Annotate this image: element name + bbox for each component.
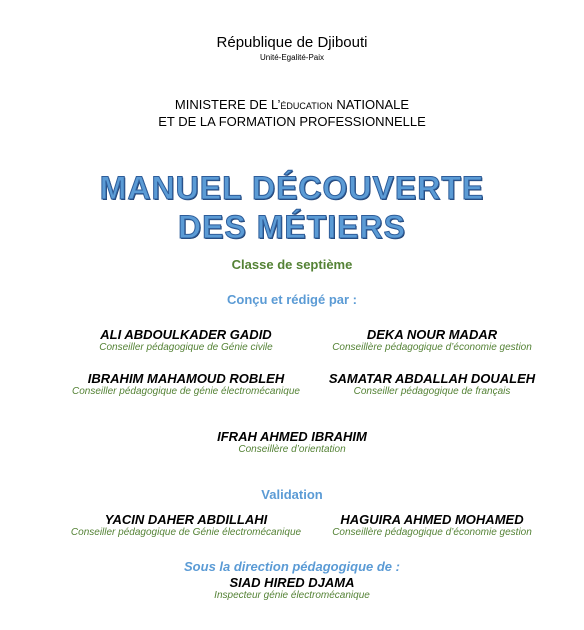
document-title-line-1: MANUEL DÉCOUVERTE xyxy=(99,170,485,206)
validator-role: Conseiller pédagogique de Génie électromécanique xyxy=(70,527,302,538)
author-entry xyxy=(66,371,306,398)
ministry-line-1-smallcaps: éducation xyxy=(280,97,333,112)
ministry-line-2: ET DE LA FORMATION PROFESSIONNELLE xyxy=(158,114,426,129)
document-title-line-2: DES MÉTIERS xyxy=(178,209,406,245)
ministry-line-1-prefix: MINISTERE DE L’ xyxy=(174,97,281,112)
author-name: IBRAHIM MAHAMOUD ROBLEH xyxy=(87,371,285,386)
direction-heading: Sous la direction pédagogique de : xyxy=(184,559,400,574)
author-name: DEKA NOUR MADAR xyxy=(366,327,498,342)
validator-name: YACIN DAHER ABDILLAHI xyxy=(104,512,268,527)
author-role: Conseillère d’orientation xyxy=(238,444,346,455)
author-entry xyxy=(312,327,552,354)
director-role: Inspecteur génie électromécanique xyxy=(214,590,370,601)
national-motto: Unité-Egalité-Paix xyxy=(259,53,325,62)
author-role: Conseiller pédagogique de génie électromécanique xyxy=(72,386,300,397)
authors-heading: Conçu et rédigé par : xyxy=(226,292,358,307)
validator-entry xyxy=(312,512,552,539)
author-role: Conseiller pédagogique de français xyxy=(353,386,511,397)
validation-heading: Validation xyxy=(261,487,323,502)
director-name: SIAD HIRED DJAMA xyxy=(229,575,355,590)
author-name: ALI ABDOULKADER GADID xyxy=(100,327,272,342)
director-entry xyxy=(172,575,412,602)
document-subtitle: Classe de septième xyxy=(231,257,353,272)
author-entry xyxy=(172,429,412,456)
ministry-line-1-suffix: NATIONALE xyxy=(332,97,410,112)
author-role: Conseiller pédagogique de Génie civile xyxy=(99,342,273,353)
validator-name: HAGUIRA AHMED MOHAMED xyxy=(340,512,524,527)
author-entry xyxy=(66,327,306,354)
republic-name: République de Djibouti xyxy=(216,34,368,51)
ministry-line-1 xyxy=(0,96,584,113)
validator-role: Conseillère pédagogique d’économie gestion xyxy=(332,527,532,538)
ministry-name xyxy=(0,96,584,130)
author-name: SAMATAR ABDALLAH DOUALEH xyxy=(328,371,536,386)
author-name: IFRAH AHMED IBRAHIM xyxy=(217,429,367,444)
validator-entry xyxy=(66,512,306,539)
author-entry xyxy=(312,371,552,398)
author-role: Conseillère pédagogique d’économie gestion xyxy=(332,342,532,353)
